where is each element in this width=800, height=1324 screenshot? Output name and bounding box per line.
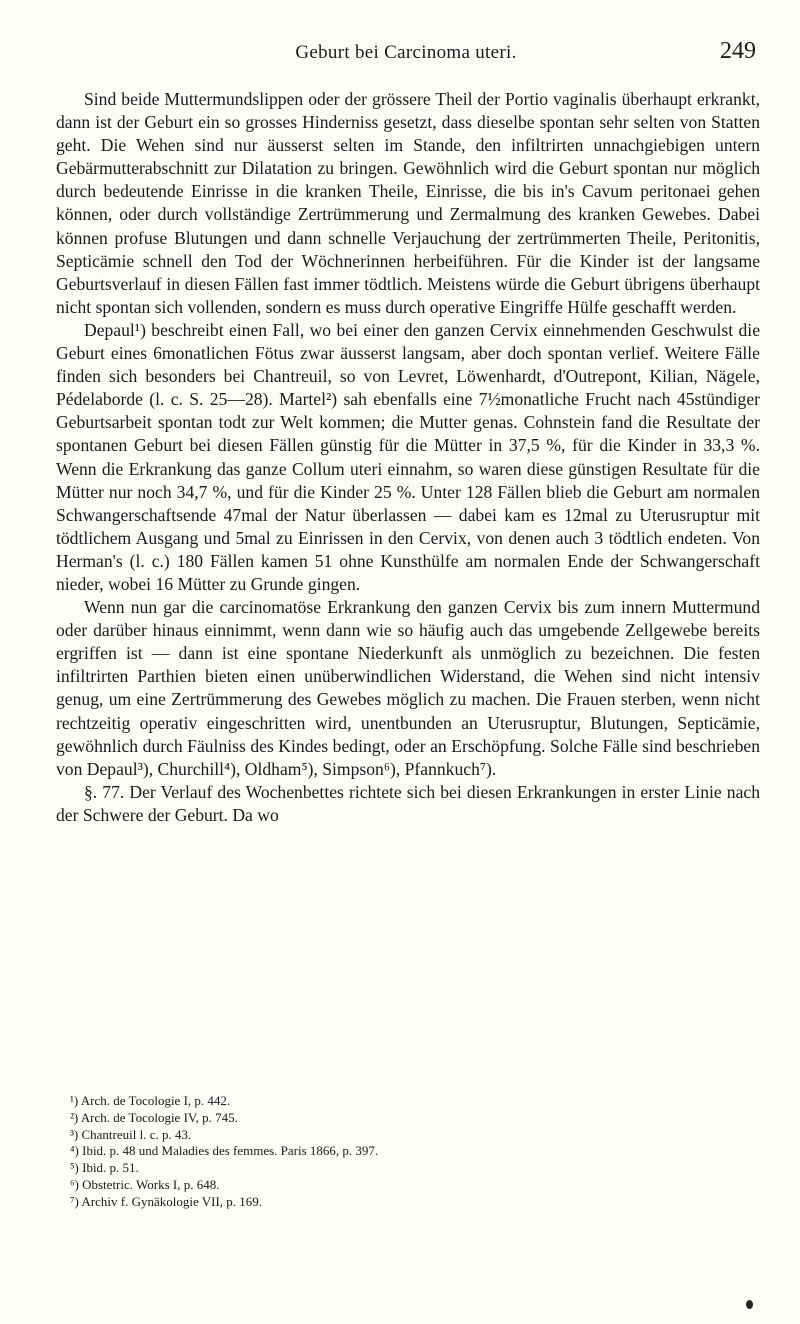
footnote-4: ⁴) Ibid. p. 48 und Maladies des femmes. Paris 1866, p. 397. — [70, 1143, 379, 1159]
footnote-5: ⁵) Ibid. p. 51. — [70, 1160, 139, 1176]
footnote-7: ⁷) Archiv f. Gynäkologie VII, p. 169. — [70, 1193, 263, 1209]
paragraph-3: Wenn nun gar die carcinomatöse Erkrankung den ganzen Cervix bis zum innern Muttermund oder darüber hinaus einnimmt, wenn dann wie so häufig auch das umgebende Zellgewebe bereits ergriffen ist — dann ist eine spontane Niederkunft als unmöglich zu bezeichnen. Die festen infiltrirten Parthien bieten einen unüberwindlichen Widerstand, die Wehen sind nicht intensiv genug, um eine Zertrümmerung des Gewebes möglich zu machen. Die Frauen sterben, wenn nicht rechtzeitig operativ eingeschritten wird, unentbunden an Uterusruptur, Blutungen, Septicämie, gewöhnlich durch Fäulniss des Kindes bedingt, oder an Erschöpfung. Solche Fälle sind beschrieben von Depaul³), Churchill⁴), Oldham⁵), Simpson⁶), Pfannkuch⁷). — [56, 597, 760, 779]
paragraph-2: Depaul¹) beschreibt einen Fall, wo bei einer den ganzen Cervix einnehmenden Geschwulst die Geburt eines 6monatlichen Fötus zwar äusserst langsam, aber doch spontan verlief. Weitere Fälle finden sich besonders bei Chantreuil, so von Levret, Löwenhardt, d'Outrepont, Kilian, Nägele, Pédelaborde (l. c. S. 25—28). Martel²) sah ebenfalls eine 7½monatliche Frucht nach 45stündiger Geburtsarbeit spontan todt zur Welt kommen; die Mutter genas. Cohnstein fand die Resultate der spontanen Geburt bei diesen Fällen günstig für die Mütter in 37,5 %, für die Kinder in 33,3 %. Wenn die Erkrankung das ganze Collum uteri einnahm, so waren diese günstigen Resultate für die Mütter nur noch 34,7 %, und für die Kinder 25 %. Unter 128 Fällen blieb die Geburt am normalen Schwangerschaftsende 47mal der Natur überlassen — dabei kam es 12mal zu Uterusruptur mit tödtlichem Ausgang und 5mal zu Einrissen in den Cervix, von denen auch 3 tödtlich endeten. Von Herman's (l. c.) 180 Fällen kamen 51 ohne Kunsthülfe am normalen Ende der Schwangerschaft nieder, wobei 16 Mütter zu Grunde gingen. — [56, 319, 760, 594]
footnote-3: ³) Chantreuil l. c. p. 43. — [70, 1126, 192, 1142]
footnotes — [70, 1093, 730, 1211]
page-number: 249 — [720, 38, 756, 64]
ink-spot-mark — [746, 1300, 753, 1309]
body-text — [56, 88, 760, 827]
footnote-2: ²) Arch. de Tocologie IV, p. 745. — [70, 1109, 238, 1125]
paragraph-4-section-77: §. 77. Der Verlauf des Wochenbettes richtete sich bei diesen Erkrankungen in erster Linie nach der Schwere der Geburt. Da wo — [56, 781, 760, 825]
paragraph-1: Sind beide Muttermundslippen oder der grössere Theil der Portio vaginalis überhaupt erkrankt, dann ist der Geburt ein so grosses Hinderniss gesetzt, dass dieselbe spontan sehr selten von Statten geht. Die Wehen sind nur äusserst selten im Stande, den infiltrirten unnachgiebigen untern Gebärmutterabschnitt zur Dilatation zu bringen. Gewöhnlich wird die Geburt spontan nur möglich durch bedeutende Einrisse in die kranken Theile, Einrisse, die bis in's Cavum peritonaei gehen können, oder durch vollständige Zertrümmerung und Zermalmung des kranken Gewebes. Dabei können profuse Blutungen und dann schnelle Verjauchung der zertrümmerten Theile, Peritonitis, Septicämie schnell den Tod der Wöchnerinnen herbeiführen. Für die Kinder ist der langsame Geburtsverlauf in diesen Fällen fast immer tödtlich. Meistens würde die Geburt übrigens überhaupt nicht spontan sich vollenden, sondern es muss durch operative Eingriffe Hülfe geschafft werden. — [56, 89, 760, 317]
footnote-6: ⁶) Obstetric. Works I, p. 648. — [70, 1176, 220, 1192]
running-head: Geburt bei Carcinoma uteri. — [295, 42, 517, 63]
page-header — [56, 38, 756, 70]
footnote-1: ¹) Arch. de Tocologie I, p. 442. — [70, 1093, 231, 1108]
